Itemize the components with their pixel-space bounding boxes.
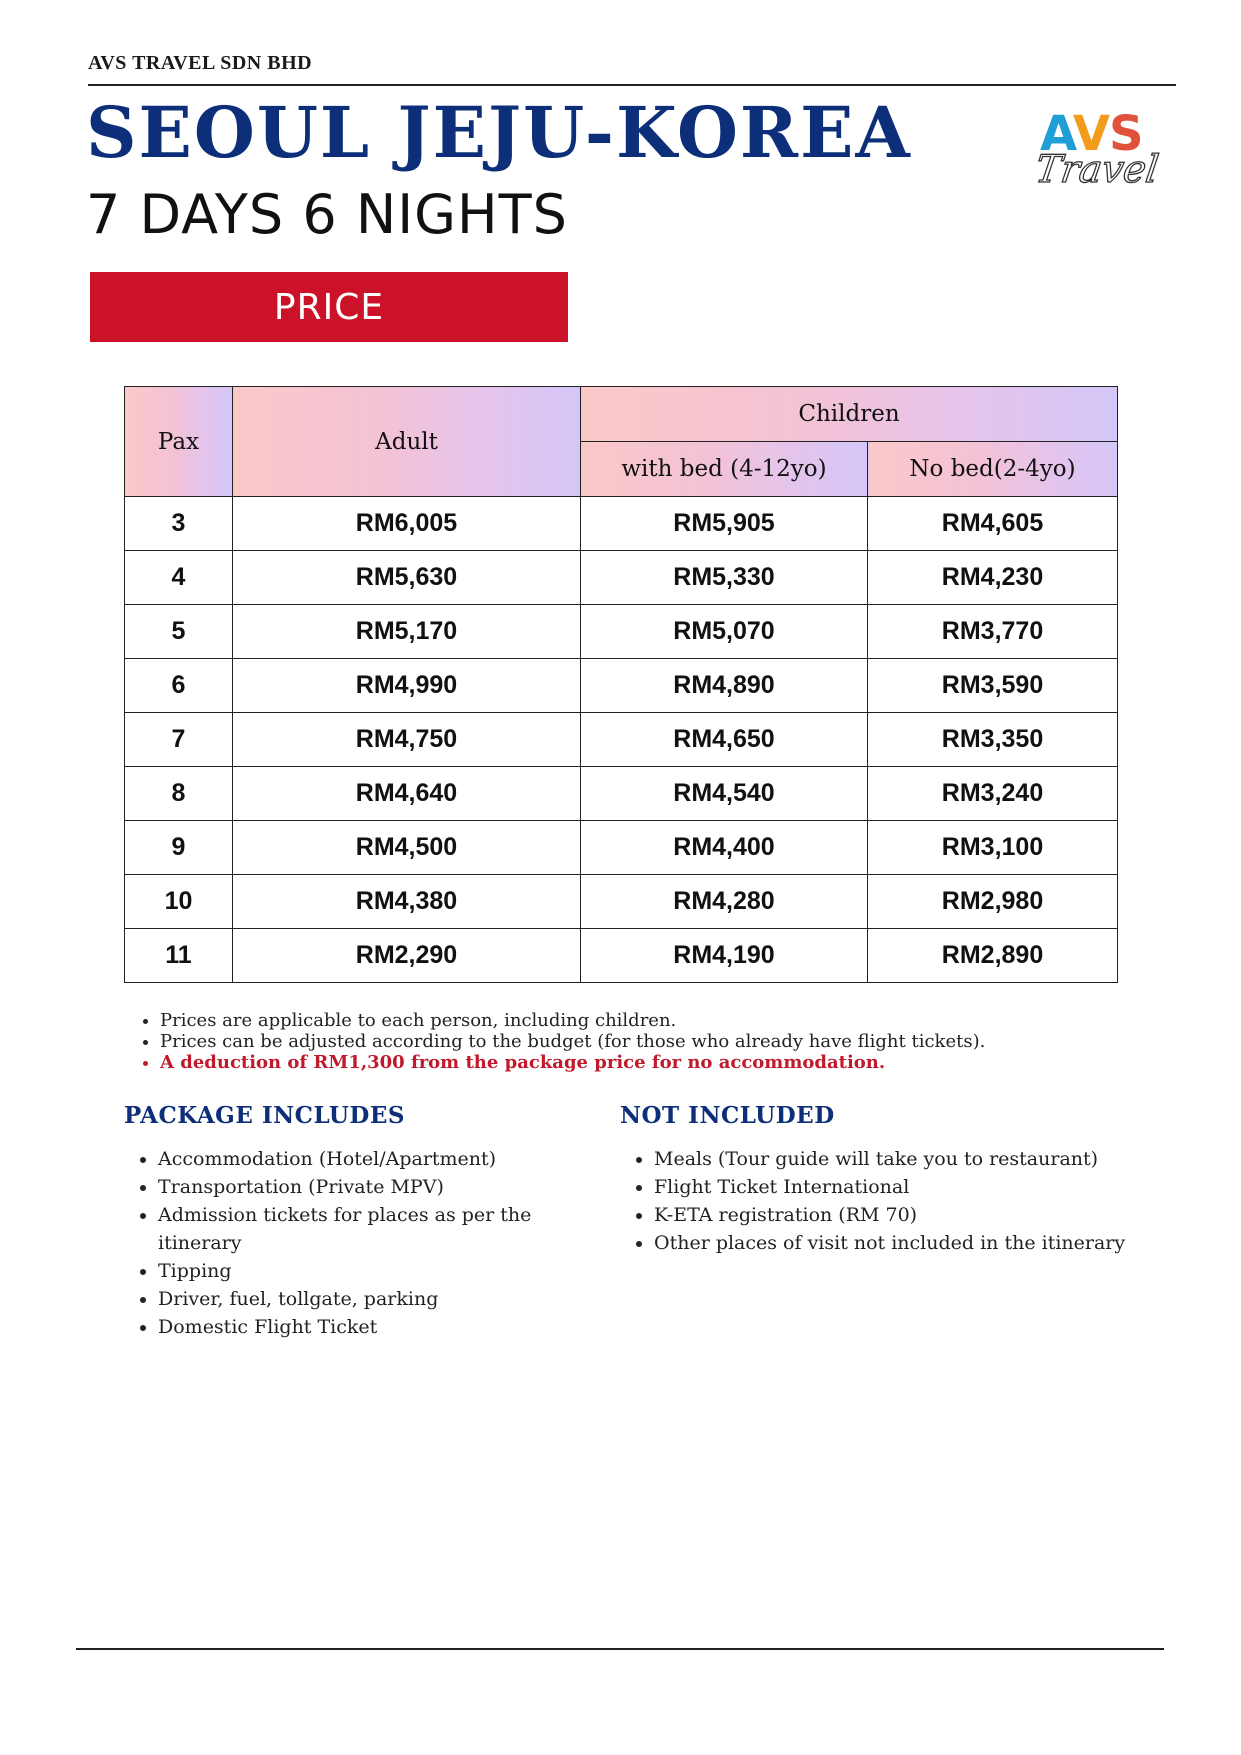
header-with-bed: with bed (4-12yo) <box>581 442 868 497</box>
list-item: • Meals (Tour guide will take you to restaurant) <box>654 1145 1140 1173</box>
list-item: • K-ETA registration (RM 70) <box>654 1201 1140 1229</box>
price-banner: PRICE <box>90 272 568 342</box>
pax-cell: 3 <box>125 497 233 551</box>
logo-script: Travel <box>1032 147 1162 191</box>
tour-duration: 7 DAYS 6 NIGHTS <box>86 183 568 246</box>
pax-cell: 7 <box>125 713 233 767</box>
list-item: • Domestic Flight Ticket <box>158 1313 604 1341</box>
table-row <box>125 821 1118 875</box>
header-adult: Adult <box>233 387 581 497</box>
list-item: • Tipping <box>158 1257 604 1285</box>
pax-cell: 5 <box>125 605 233 659</box>
with-bed-price: RM5,070 <box>581 605 868 659</box>
table-row <box>125 497 1118 551</box>
no-bed-price: RM3,100 <box>868 821 1118 875</box>
adult-price: RM4,500 <box>233 821 581 875</box>
price-table <box>124 386 1118 983</box>
no-bed-price: RM2,890 <box>868 929 1118 983</box>
tour-title: SEOUL JEJU-KOREA <box>86 91 912 174</box>
list-item: • Accommodation (Hotel/Apartment) <box>158 1145 604 1173</box>
not-included-title: NOT INCLUDED <box>620 1102 835 1129</box>
list-item: • Driver, fuel, tollgate, parking <box>158 1285 604 1313</box>
table-row <box>125 875 1118 929</box>
with-bed-price: RM4,190 <box>581 929 868 983</box>
company-name: AVS TRAVEL SDN BHD <box>88 52 313 74</box>
pax-cell: 4 <box>125 551 233 605</box>
adult-price: RM4,640 <box>233 767 581 821</box>
package-includes-list <box>124 1145 604 1341</box>
package-includes-title: PACKAGE INCLUDES <box>124 1102 406 1129</box>
note-item: • Prices are applicable to each person, including children. <box>160 1010 985 1031</box>
header-no-bed: No bed(2-4yo) <box>868 442 1118 497</box>
with-bed-price: RM4,890 <box>581 659 868 713</box>
with-bed-price: RM5,330 <box>581 551 868 605</box>
price-notes <box>128 1010 985 1073</box>
note-item-deduction: • A deduction of RM1,300 from the package price for no accommodation. <box>160 1052 985 1073</box>
pax-cell: 11 <box>125 929 233 983</box>
adult-price: RM2,290 <box>233 929 581 983</box>
no-bed-price: RM3,240 <box>868 767 1118 821</box>
bottom-divider <box>76 1648 1164 1650</box>
no-bed-price: RM4,605 <box>868 497 1118 551</box>
adult-price: RM5,630 <box>233 551 581 605</box>
no-bed-price: RM4,230 <box>868 551 1118 605</box>
adult-price: RM4,750 <box>233 713 581 767</box>
adult-price: RM6,005 <box>233 497 581 551</box>
logo-letters: AVS <box>1040 106 1143 162</box>
header-pax: Pax <box>125 387 233 497</box>
list-item: • Flight Ticket International <box>654 1173 1140 1201</box>
table-row <box>125 713 1118 767</box>
not-included-list <box>620 1145 1140 1257</box>
no-bed-price: RM3,590 <box>868 659 1118 713</box>
header-children: Children <box>581 387 1118 442</box>
pax-cell: 6 <box>125 659 233 713</box>
adult-price: RM4,380 <box>233 875 581 929</box>
with-bed-price: RM4,650 <box>581 713 868 767</box>
adult-price: RM4,990 <box>233 659 581 713</box>
pax-cell: 9 <box>125 821 233 875</box>
table-row <box>125 929 1118 983</box>
no-bed-price: RM2,980 <box>868 875 1118 929</box>
package-includes-section <box>124 1102 604 1341</box>
with-bed-price: RM5,905 <box>581 497 868 551</box>
top-divider <box>88 84 1176 86</box>
with-bed-price: RM4,280 <box>581 875 868 929</box>
table-row <box>125 605 1118 659</box>
list-item: • Transportation (Private MPV) <box>158 1173 604 1201</box>
not-included-section <box>620 1102 1140 1257</box>
list-item: • Admission tickets for places as per the itinerary <box>158 1201 604 1257</box>
pax-cell: 10 <box>125 875 233 929</box>
pax-cell: 8 <box>125 767 233 821</box>
with-bed-price: RM4,400 <box>581 821 868 875</box>
table-row <box>125 767 1118 821</box>
no-bed-price: RM3,350 <box>868 713 1118 767</box>
adult-price: RM5,170 <box>233 605 581 659</box>
no-bed-price: RM3,770 <box>868 605 1118 659</box>
note-item: • Prices can be adjusted according to the budget (for those who already have flight tickets). <box>160 1031 985 1052</box>
table-row <box>125 659 1118 713</box>
table-row <box>125 551 1118 605</box>
avs-travel-logo <box>1032 106 1168 194</box>
list-item: • Other places of visit not included in the itinerary <box>654 1229 1140 1257</box>
with-bed-price: RM4,540 <box>581 767 868 821</box>
